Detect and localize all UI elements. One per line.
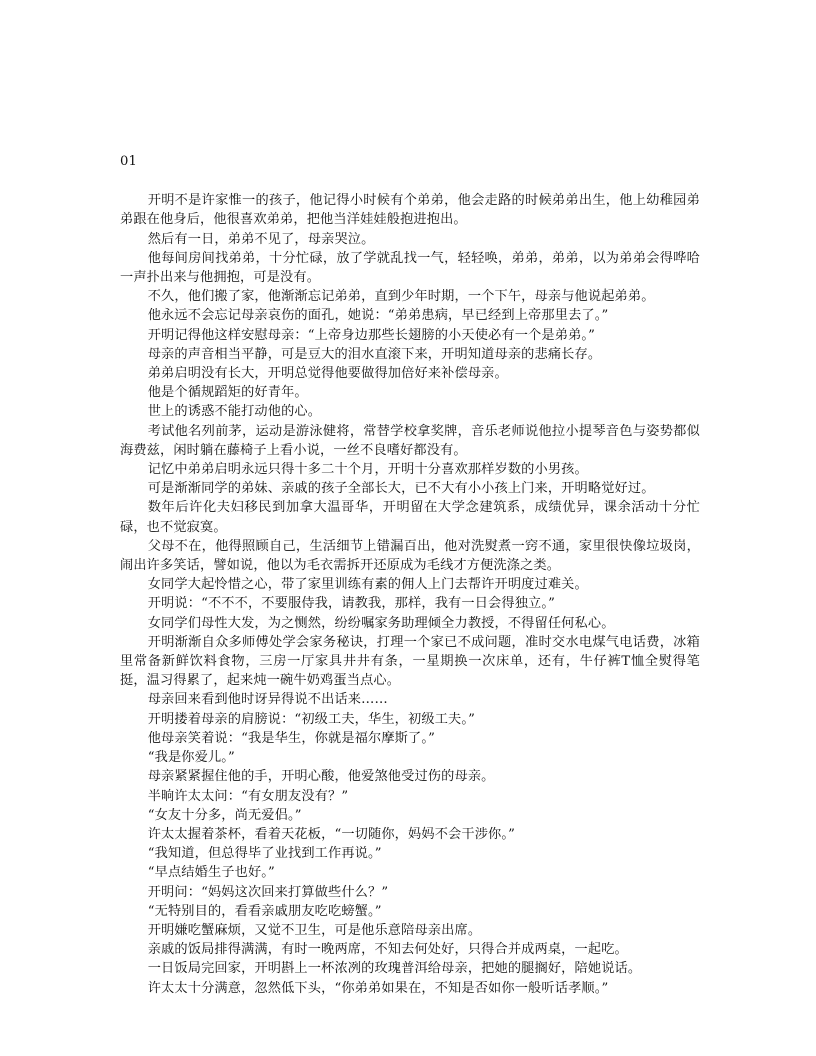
paragraph: “我知道，但总得毕了业找到工作再说。” xyxy=(147,846,382,862)
paragraph: 弟弟启明没有长大，开明总觉得他要做得加倍好来补偿母亲。 xyxy=(147,366,508,382)
paragraph: “无特别目的，看看亲戚朋友吃吃螃蟹。” xyxy=(147,903,382,919)
paragraph: 母亲回来看到他时讶异得说不出话来…… xyxy=(147,692,388,708)
paragraph: 考试他名列前茅，运动是游泳健将，常替学校拿奖牌，音乐老师说他拉小提琴音色与姿势都似海费兹，闲时躺在藤椅子上看小说，一丝不良嗜好都没有。 xyxy=(120,423,700,458)
paragraph: 数年后许化夫妇移民到加拿大温哥华，开明留在大学念建筑系，成绩优异，课余活动十分忙碌，也不觉寂寞。 xyxy=(120,500,700,535)
paragraph: 他每间房间找弟弟，十分忙碌，放了学就乱找一气，轻轻唤，弟弟，弟弟，以为弟弟会得哗哈一声扑出来与他拥抱，可是没有。 xyxy=(120,250,700,286)
paragraph: 半晌许太太问：“有女朋友没有？” xyxy=(147,788,349,804)
paragraph: 一日饭局完回家，开明斟上一杯浓冽的玫瑰普洱给母亲，把她的腿搁好，陪她说话。 xyxy=(147,961,642,977)
paragraph: 许太太十分满意，忽然低下头，“你弟弟如果在，不知是否如你一般听话孝顺。” xyxy=(147,980,609,996)
paragraph: 父母不在，他得照顾自己，生活细节上错漏百出，他对洗熨煮一窍不通，家里很快像垃圾岗，闹出许多笑话，譬如说，他以为毛衣需拆开还原成为毛线才方便洗涤之类。 xyxy=(120,538,700,574)
paragraph: 不久，他们搬了家，他渐渐忘记弟弟，直到少年时期，一个下午，母亲与他说起弟弟。 xyxy=(147,289,655,305)
paragraph: 他是个循规蹈矩的好青年。 xyxy=(147,385,308,401)
paragraph: 他永远不会忘记母亲哀伤的面孔，她说：“弟弟患病，早已经到上帝那里去了。” xyxy=(147,308,609,324)
paragraph: “我是你爱儿。” xyxy=(147,750,235,766)
paragraph: 开明说：“不不不，不要服侍我，请教我，那样，我有一日会得独立。” xyxy=(147,596,556,612)
document-page xyxy=(120,152,700,998)
paragraph: 可是渐渐同学的弟妹、亲戚的孩子全部长大，已不大有小小孩上门来，开明略觉好过。 xyxy=(147,481,655,497)
paragraph: “早点结婚生子也好。” xyxy=(147,865,275,881)
paragraph: 开明嫌吃蟹麻烦，又觉不卫生，可是他乐意陪母亲出席。 xyxy=(147,922,482,938)
chapter-number: 01 xyxy=(120,154,138,169)
paragraph: 亲戚的饭局排得满满，有时一晚两席，不知去何处好，只得合并成两桌，一起吃。 xyxy=(147,942,628,958)
paragraph: 母亲紧紧握住他的手，开明心酸，他爱煞他受过伤的母亲。 xyxy=(147,769,495,785)
paragraph: 开明渐渐自众多师傅处学会家务秘诀，打理一个家已不成问题，准时交水电煤气电话费，冰箱里常备新鲜饮料食物，三房一厅家具井井有条，一星期换一次床单，还有，牛仔裤T恤全熨得笔挺，温习得累了，起来炖一碗牛奶鸡蛋当点心。 xyxy=(120,634,700,689)
paragraph: 女同学们母性大发，为之恻然，纷纷嘱家务助理倾全力教授，不得留任何私心。 xyxy=(147,615,615,631)
paragraph: 世上的诱惑不能打动他的心。 xyxy=(147,404,322,420)
paragraph: 开明搂着母亲的肩膀说：“初级工夫，华生，初级工夫。” xyxy=(147,711,476,727)
paragraph: 然后有一日，弟弟不见了，母亲哭泣。 xyxy=(147,231,375,247)
paragraph: 记忆中弟弟启明永远只得十多二十个月，开明十分喜欢那样岁数的小男孩。 xyxy=(147,462,588,478)
paragraph: 他母亲笑着说：“我是华生，你就是福尔摩斯了。” xyxy=(147,730,435,746)
paragraph: 开明问：“妈妈这次回来打算做些什么？” xyxy=(147,884,389,900)
paragraph: 许太太握着茶杯，看着天花板，“一切随你，妈妈不会干涉你。” xyxy=(147,826,516,842)
paragraph: 母亲的声音相当平静，可是豆大的泪水直滚下来，开明知道母亲的悲痛长存。 xyxy=(147,346,602,362)
body-text xyxy=(120,191,700,998)
paragraph: 开明记得他这样安慰母亲：“上帝身边那些长翅膀的小天使必有一个是弟弟。” xyxy=(147,327,596,343)
paragraph: 开明不是许家惟一的孩子，他记得小时候有个弟弟，他会走路的时候弟弟出生，他上幼稚园弟弟跟在他身后，他很喜欢弟弟，把他当洋娃娃般抱进抱出。 xyxy=(120,193,700,228)
paragraph: “女友十分多，尚无爱侣。” xyxy=(147,807,302,823)
paragraph: 女同学大起怜惜之心，带了家里训练有素的佣人上门去帮许开明度过难关。 xyxy=(147,577,588,593)
